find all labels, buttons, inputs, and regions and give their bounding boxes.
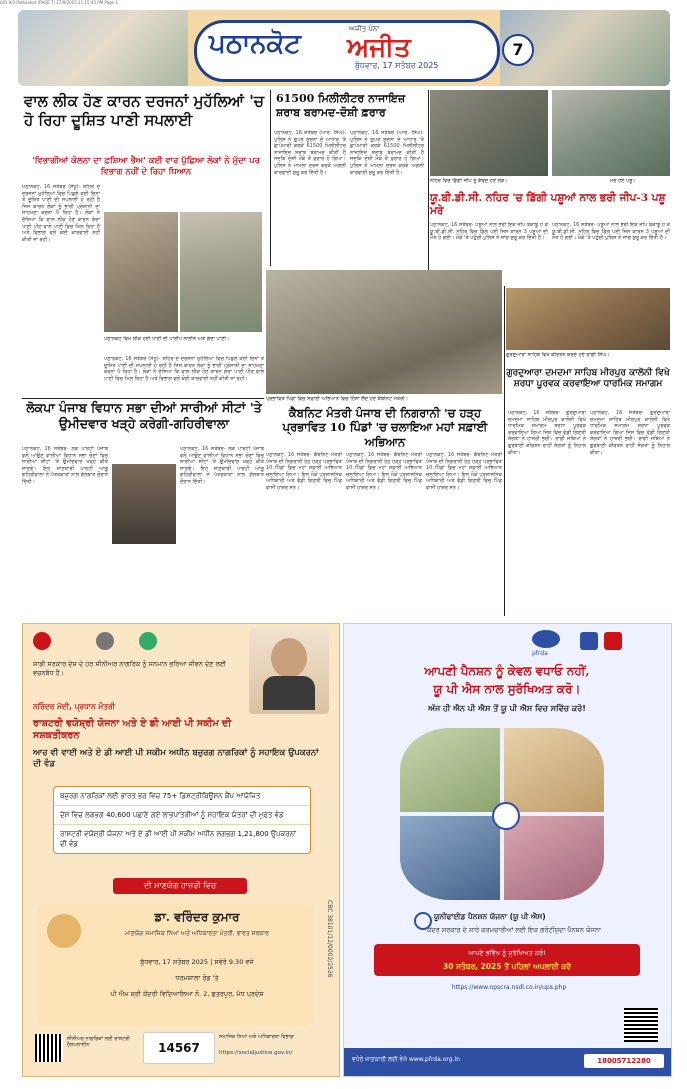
footer-dept: ਸਮਾਜਿਕ ਨਿਆਂ ਅਤੇ ਅਧਿਕਾਰਤਾ ਵਿਭਾਗ	[219, 1034, 294, 1040]
story6-body-col2: ਪਠਾਨਕੋਟ, 16 ਸਤੰਬਰ- ਗੁਰਦੁਆਰਾ ਦਮਦਮਾ ਸਾਹਿਬ ਮੀਰਪੁਰ ਕਾਲੋਨੀ ਵਿਖੇ ਧਾਰਮਿਕ ਸਮਾਗਮ ਸ਼ਰਧਾ ਪੂਰਵਕ ਕਰਵਾਇਆ ਗਿਆ ਜਿਸ ਵਿਚ ਵੱਡੀ ਗਿਣਤੀ ਸੰਗਤਾਂ ਨੇ ਹਾਜ਼ਰੀ ਭਰੀ। ਰਾਗੀ ਜਥਿਆਂ ਨੇ ਗੁਰਬਾਣੀ ਕੀਰਤਨ ਰਾਹੀਂ ਸੰਗਤਾਂ ਨੂੰ ਨਿਹਾਲ ਕੀਤਾ।	[590, 410, 670, 456]
story6-caption: ਗੁਰਦੁਆਰਾ ਸਾਹਿਬ ਵਿਖੇ ਕੀਰਤਨ ਕਰਦੇ ਹੋਏ ਰਾਗੀ ਸਿੰਘ।	[506, 352, 610, 358]
masthead-banner	[194, 20, 500, 82]
event-date: ਬੁੱਧਵਾਰ, 17 ਸਤੰਬਰ 2025 | ਸਵੇਰੇ 9.30 ਵਜੇ	[140, 958, 254, 966]
helpline-box	[143, 1032, 215, 1064]
story5-headline: ਕੈਬਨਿਟ ਮੰਤਰੀ ਪੰਜਾਬ ਦੀ ਨਿਗਰਾਨੀ 'ਚ ਹੜ੍ਹ ਪ੍ਰਭਾਵਿਤ 10 ਪਿੰਡਾਂ 'ਚ ਚਲਾਇਆ ਮਹਾਂ ਸਫ਼ਾਈ ਅਭਿਆਨ	[282, 406, 488, 449]
deadline-box	[374, 944, 640, 976]
ups-desc: ਕੇਂਦਰ ਸਰਕਾਰ ਦੇ ਸਾਰੇ ਕਰਮਚਾਰੀਆਂ ਲਈ ਇਕ ਗਰੰਟੀਸ਼ੁਦਾ ਪੈਨਸ਼ਨ ਯੋਜਨਾ	[427, 926, 601, 934]
story4-headline: ਲੋਕਪਾ ਪੰਜਾਬ ਵਿਧਾਨ ਸਭਾ ਦੀਆਂ ਸਾਰੀਆਂ ਸੀਟਾਂ 'ਤੇ ਉਮੀਦਵਾਰ ਖੜ੍ਹੇ ਕਰੇਗੀ-ਗਹਿਰੀਵਾਲਾ	[26, 400, 262, 431]
story3-body-col1: ਪਠਾਨਕੋਟ, 16 ਸਤੰਬਰ- ਪਸ਼ੂਆਂ ਨਾਲ ਭਰੀ ਇਕ ਜੀਪ ਬੇਕਾਬੂ ਹੋ ਕੇ ਯੂ.ਬੀ.ਡੀ.ਸੀ. ਨਹਿਰ ਵਿਚ ਡਿੱਗ ਪਈ ਜਿਸ ਕਾਰਨ 3 ਪਸ਼ੂਆਂ ਦੀ ਮੌਤ ਹੋ ਗਈ। ਮੌਕੇ 'ਤੇ ਪਹੁੰਚੀ ਪੁਲਿਸ ਨੇ ਜਾਂਚ ਸ਼ੁਰੂ ਕਰ ਦਿੱਤੀ ਹੈ।	[430, 222, 548, 242]
story1-body-cont: ਪਠਾਨਕੋਟ, 16 ਸਤੰਬਰ (ਸੰਧੂ)- ਸ਼ਹਿਰ ਦੇ ਦਰਜਨਾਂ ਮੁਹੱਲਿਆਂ ਵਿਚ ਪਿਛਲੇ ਕਈ ਦਿਨਾਂ ਤੋਂ ਦੂਸ਼ਿਤ ਪਾਣੀ ਦੀ ਸਪਲਾਈ ਹੋ ਰਹੀ ਹੈ ਜਿਸ ਕਾਰਨ ਲੋਕਾਂ ਨੂੰ ਭਾਰੀ ਪ੍ਰੇਸ਼ਾਨੀ ਦਾ ਸਾਹਮਣਾ ਕਰਨਾ ਪੈ ਰਿਹਾ ਹੈ। ਲੋਕਾਂ ਨੇ ਦੱਸਿਆ ਕਿ ਵਾਲ ਲੀਕ ਹੋਣ ਕਾਰਨ ਗੰਦਾ ਪਾਣੀ ਪੀਣ ਵਾਲੇ ਪਾਣੀ ਵਿਚ ਮਿਲ ਰਿਹਾ ਹੈ ਅਤੇ ਵਿਭਾਗ ਵਲੋਂ ਕੋਈ ਕਾਰਵਾਈ ਨਹੀਂ ਕੀਤੀ ਜਾ ਰਹੀ।	[104, 356, 264, 382]
guest-name: ਡਾ. ਵਰਿੰਦਰ ਕੁਮਾਰ	[154, 910, 240, 924]
masthead-logo: ਅਜੀਤ	[347, 33, 411, 63]
qr-code-right	[624, 1008, 658, 1042]
story5-body-col3: ਪਠਾਨਕੋਟ, 16 ਸਤੰਬਰ- ਕੈਬਨਿਟ ਮੰਤਰੀ ਪੰਜਾਬ ਦੀ ਨਿਗਰਾਨੀ ਹੇਠ ਹੜ੍ਹ ਪ੍ਰਭਾਵਿਤ 10 ਪਿੰਡਾਂ ਵਿਚ ਮਹਾਂ ਸਫ਼ਾਈ ਅਭਿਆਨ ਚਲਾਇਆ ਗਿਆ। ਇਸ ਮੌਕੇ ਪ੍ਰਸ਼ਾਸਨਿਕ ਅਧਿਕਾਰੀ ਅਤੇ ਵੱਡੀ ਗਿਣਤੀ ਵਿਚ ਪਿੰਡ ਵਾਸੀ ਹਾਜ਼ਰ ਸਨ।	[426, 452, 502, 491]
ad-footer-bar	[344, 1048, 671, 1076]
page-number: 7	[502, 34, 534, 66]
masthead-sub: ਅਜੀਤ ਪੰਨਾ	[349, 25, 380, 33]
story5-photo	[266, 270, 502, 394]
deadline-prefix: ਆਪਣੇ ਭਵਿੱਖ ਨੂੰ ਸੁਰੱਖਿਅਤ ਕਰੋ!	[468, 949, 546, 957]
pm-portrait-body	[263, 676, 315, 710]
story4-body-col2: ਪਠਾਨਕੋਟ, 16 ਸਤੰਬਰ- ਲੋਕ ਪਾਰਟੀ ਪੰਜਾਬ ਵਲੋਂ ਆਉਣ ਵਾਲੀਆਂ ਵਿਧਾਨ ਸਭਾ ਚੋਣਾਂ ਵਿਚ ਸਾਰੀਆਂ ਸੀਟਾਂ 'ਤੇ ਉਮੀਦਵਾਰ ਖੜ੍ਹੇ ਕੀਤੇ ਜਾਣਗੇ। ਇਹ ਜਾਣਕਾਰੀ ਪਾਰਟੀ ਆਗੂ ਗਹਿਰੀਵਾਲਾ ਨੇ ਪੱਤਰਕਾਰਾਂ ਨਾਲ ਗੱਲਬਾਤ ਦੌਰਾਨ ਦਿੱਤੀ।	[180, 446, 264, 485]
masthead-city: ਪਠਾਨਕੋਟ	[209, 29, 301, 59]
ad-footer-text: ਵਧੇਰੇ ਜਾਣਕਾਰੀ ਲਈ ਵੇਖੋ www.pfrda.org.in	[352, 1056, 460, 1063]
story2-body-col1: ਪਠਾਨਕੋਟ, 16 ਸਤੰਬਰ (ਆਰ. ਸਿੰਘ)- ਪੁਲਿਸ ਨੇ ਗੁਪਤ ਸੂਚਨਾ ਦੇ ਆਧਾਰ 'ਤੇ ਛਾਪੇਮਾਰੀ ਕਰਕੇ 61500 ਮਿਲੀਲੀਟਰ ਨਾਜਾਇਜ਼ ਸ਼ਰਾਬ ਬਰਾਮਦ ਕੀਤੀ ਹੈ ਜਦਕਿ ਦੋਸ਼ੀ ਮੌਕੇ ਤੋਂ ਫ਼ਰਾਰ ਹੋ ਗਿਆ। ਪੁਲਿਸ ਨੇ ਮਾਮਲਾ ਦਰਜ ਕਰਕੇ ਅਗਲੀ ਕਾਰਵਾਈ ਸ਼ੁਰੂ ਕਰ ਦਿੱਤੀ ਹੈ।	[274, 130, 346, 176]
story1-photo-left	[104, 212, 178, 332]
masthead	[18, 10, 670, 86]
ups-url[interactable]: https://www.npscra.nsdl.co.in/ups.php	[451, 984, 567, 991]
story6-headline: ਗੁਰਦੁਆਰਾ ਦਮਦਮਾ ਸਾਹਿਬ ਮੀਰਪੁਰ ਕਾਲੋਨੀ ਵਿਖੇ ਸ਼ਰਧਾ ਪੂਰਵਕ ਕਰਵਾਇਆ ਧਾਰਮਿਕ ਸਮਾਗਮ	[506, 368, 670, 390]
ministry-logo-icon	[96, 632, 114, 650]
story2-body-col2: ਪਠਾਨਕੋਟ, 16 ਸਤੰਬਰ (ਆਰ. ਸਿੰਘ)- ਪੁਲਿਸ ਨੇ ਗੁਪਤ ਸੂਚਨਾ ਦੇ ਆਧਾਰ 'ਤੇ ਛਾਪੇਮਾਰੀ ਕਰਕੇ 61500 ਮਿਲੀਲੀਟਰ ਨਾਜਾਇਜ਼ ਸ਼ਰਾਬ ਬਰਾਮਦ ਕੀਤੀ ਹੈ ਜਦਕਿ ਦੋਸ਼ੀ ਮੌਕੇ ਤੋਂ ਫ਼ਰਾਰ ਹੋ ਗਿਆ। ਪੁਲਿਸ ਨੇ ਮਾਮਲਾ ਦਰਜ ਕਰਕੇ ਅਗਲੀ ਕਾਰਵਾਈ ਸ਼ੁਰੂ ਕਰ ਦਿੱਤੀ ਹੈ।	[350, 130, 424, 176]
footer-url[interactable]: https://socialjustice.gov.in/	[219, 1050, 293, 1056]
story6-photo	[506, 288, 670, 350]
story1-photo-right	[180, 212, 262, 332]
masthead-photo-left	[18, 10, 188, 86]
story4-photo	[112, 464, 176, 544]
point-3: ਰਾਸ਼ਟਰੀ ਵਯੋਸ਼੍ਰੀ ਯੋਜਨਾ ਅਤੇ ਏ ਡੀ ਆਈ ਪੀ ਸਕੀਮ ਅਧੀਨ ਲਗਭਗ 1,21,800 ਉਪਕਰਨਾਂ ਦੀ ਵੰਡ	[60, 830, 296, 848]
employee-photo-2	[504, 728, 604, 812]
column-rule	[428, 90, 429, 270]
qr-code-left	[35, 1034, 63, 1062]
ad-helpline: 18005712280	[584, 1054, 664, 1068]
pfrda-logo-icon	[532, 630, 560, 648]
story1-headline: ਵਾਲ ਲੀਕ ਹੋਣ ਕਾਰਨ ਦਰਜਨਾਂ ਮੁਹੱਲਿਆਂ 'ਚ ਹੋ ਰਿਹਾ ਦੂਸ਼ਿਤ ਪਾਣੀ ਸਪਲਾਈ	[24, 92, 264, 129]
nps-logo-icon	[604, 632, 622, 650]
scheme-subtitle: ਆਰ ਵੀ ਵਾਈ ਅਤੇ ਏ ਡੀ ਆਈ ਪੀ ਸਕੀਮ ਅਧੀਨ ਬਜ਼ੁਰਗ ਨਾਗਰਿਕਾਂ ਨੂੰ ਸਹਾਇਕ ਉਪਕਰਨਾਂ ਦੀ ਵੰਡ	[33, 748, 319, 769]
pm-portrait	[271, 638, 307, 678]
event-place: ਧਰਮਸ਼ਾਲਾ ਰੋਡ 'ਤੇ	[175, 974, 219, 982]
story3-caption-right: ਮਰੇ ਹੋਏ ਪਸ਼ੂ।	[610, 178, 636, 184]
pfrda-brand: pfrda	[532, 650, 548, 657]
event-venue: ਪੀ ਐਮ ਸ਼੍ਰੀ ਕੇਂਦਰੀ ਵਿਦਿਆਲਿਆ ਨੰ. 2, ਛਤਰਪੁਰ, ਮੱਧ ਪ੍ਰਦੇਸ਼	[110, 990, 264, 998]
column-rule	[270, 90, 271, 266]
story3-photo-right	[552, 90, 670, 176]
print-strip: LYD 9/3-Pathankot (PAGE 7) 17/9/2025 11:15:45 PM Page 1	[0, 0, 118, 5]
ad-ups-pension	[343, 623, 672, 1077]
story3-caption-left: ਨਹਿਰ ਵਿਚ ਡਿੱਗੀ ਜੀਪ ਨੂੰ ਕੱਢਦੇ ਹੋਏ ਲੋਕ।	[430, 178, 508, 184]
section-rule	[22, 398, 264, 399]
story4-body-col1: ਪਠਾਨਕੋਟ, 16 ਸਤੰਬਰ- ਲੋਕ ਪਾਰਟੀ ਪੰਜਾਬ ਵਲੋਂ ਆਉਣ ਵਾਲੀਆਂ ਵਿਧਾਨ ਸਭਾ ਚੋਣਾਂ ਵਿਚ ਸਾਰੀਆਂ ਸੀਟਾਂ 'ਤੇ ਉਮੀਦਵਾਰ ਖੜ੍ਹੇ ਕੀਤੇ ਜਾਣਗੇ। ਇਹ ਜਾਣਕਾਰੀ ਪਾਰਟੀ ਆਗੂ ਗਹਿਰੀਵਾਲਾ ਨੇ ਪੱਤਰਕਾਰਾਂ ਨਾਲ ਗੱਲਬਾਤ ਦੌਰਾਨ ਦਿੱਤੀ।	[22, 446, 108, 485]
masthead-date: ਬੁੱਧਵਾਰ, 17 ਸਤੰਬਰ 2025	[355, 61, 439, 70]
story2-headline: 61500 ਮਿਲੀਲੀਟਰ ਨਾਜਾਇਜ਼ ਸ਼ਰਾਬ ਬਰਾਮਦ-ਦੋਸ਼ੀ ਫ਼ਰਾਰ	[276, 92, 406, 119]
story1-subhead: 'ਵਿਭਾਗੀਆਂ ਕੋਲਨਾ ਦਾ ਫ਼ਸ਼ਿਆ ਭੈਅ' ਕਈ ਵਾਰ ਪੁੱਛਿਆ ਲੋਕਾਂ ਨੇ ਮੁੱਦਾ ਪਰ ਵਿਭਾਗ ਨਹੀਂ ਦੇ ਰਿਹਾ ਧਿਆਨ	[32, 156, 260, 177]
event-box	[37, 904, 313, 1026]
employee-photo-4	[504, 816, 604, 900]
point-2: ਦੇਸ਼ ਵਿਚ ਲਗਭਗ 40,600 ਪਛਾਣੇ ਗਏ ਲਾਭਪਾਤਰੀਆਂ ਨੂੰ ਸਹਾਇਕ ਯੰਤਰਾਂ ਦੀ ਮੁਫ਼ਤ ਵੰਡ	[54, 806, 310, 825]
story5-body-col2: ਪਠਾਨਕੋਟ, 16 ਸਤੰਬਰ- ਕੈਬਨਿਟ ਮੰਤਰੀ ਪੰਜਾਬ ਦੀ ਨਿਗਰਾਨੀ ਹੇਠ ਹੜ੍ਹ ਪ੍ਰਭਾਵਿਤ 10 ਪਿੰਡਾਂ ਵਿਚ ਮਹਾਂ ਸਫ਼ਾਈ ਅਭਿਆਨ ਚਲਾਇਆ ਗਿਆ। ਇਸ ਮੌਕੇ ਪ੍ਰਸ਼ਾਸਨਿਕ ਅਧਿਕਾਰੀ ਅਤੇ ਵੱਡੀ ਗਿਣਤੀ ਵਿਚ ਪਿੰਡ ਵਾਸੀ ਹਾਜ਼ਰ ਸਨ।	[346, 452, 422, 491]
presence-label: ਦੀ ਮਾਣਯੋਗ ਹਾਜ਼ਰੀ ਵਿਚ	[113, 878, 247, 894]
deadline-text: 30 ਸਤੰਬਰ, 2025 ਤੋਂ ਪਹਿਲਾਂ ਅਪਲਾਈ ਕਰੋ	[442, 962, 572, 971]
story1-body: ਪਠਾਨਕੋਟ, 16 ਸਤੰਬਰ (ਸੰਧੂ)- ਸ਼ਹਿਰ ਦੇ ਦਰਜਨਾਂ ਮੁਹੱਲਿਆਂ ਵਿਚ ਪਿਛਲੇ ਕਈ ਦਿਨਾਂ ਤੋਂ ਦੂਸ਼ਿਤ ਪਾਣੀ ਦੀ ਸਪਲਾਈ ਹੋ ਰਹੀ ਹੈ ਜਿਸ ਕਾਰਨ ਲੋਕਾਂ ਨੂੰ ਭਾਰੀ ਪ੍ਰੇਸ਼ਾਨੀ ਦਾ ਸਾਹਮਣਾ ਕਰਨਾ ਪੈ ਰਿਹਾ ਹੈ। ਲੋਕਾਂ ਨੇ ਦੱਸਿਆ ਕਿ ਵਾਲ ਲੀਕ ਹੋਣ ਕਾਰਨ ਗੰਦਾ ਪਾਣੀ ਪੀਣ ਵਾਲੇ ਪਾਣੀ ਵਿਚ ਮਿਲ ਰਿਹਾ ਹੈ ਅਤੇ ਵਿਭਾਗ ਵਲੋਂ ਕੋਈ ਕਾਰਵਾਈ ਨਹੀਂ ਕੀਤੀ ਜਾ ਰਹੀ।	[22, 184, 100, 243]
story1-caption: ਪਠਾਨਕੋਟ ਵਿਖੇ ਲੀਕ ਹੋਈ ਪਾਣੀ ਦੀ ਪਾਈਪ ਲਾਈਨ ਅਤੇ ਗੰਦਾ ਪਾਣੀ।	[104, 336, 230, 342]
ad-title-1: ਆਪਣੀ ਪੈਨਸ਼ਨ ਨੂੰ ਕੇਵਲ ਵਧਾਓ ਨਹੀਂ,	[424, 664, 590, 678]
story3-headline: ਯੂ.ਬੀ.ਡੀ.ਸੀ. ਨਹਿਰ 'ਚ ਡਿੱਗੀ ਪਸ਼ੂਆਂ ਨਾਲ ਭਰੀ ਜੀਪ-3 ਪਸ਼ੂ ਮਰੇ	[430, 192, 666, 218]
ups-label: ਯੂਨੀਫਾਈਡ ਪੈਨਸ਼ਨ ਯੋਜਨਾ (ਯੂ ਪੀ ਐਸ)	[434, 912, 546, 921]
pm-quote: ਸਾਡੀ ਸਰਕਾਰ ਦੇਸ਼ ਦੇ ਹਰ ਸੀਨੀਅਰ ਨਾਗਰਿਕ ਨੂੰ ਸਨਮਾਨ ਭਰਿਆ ਜੀਵਨ ਦੇਣ ਲਈ ਵਚਨਬੱਧ ਹੈ।	[33, 660, 227, 677]
story3-photo-left	[430, 90, 548, 176]
govt-logos	[33, 632, 163, 654]
story5-caption: ਪ੍ਰਭਾਵਿਤ ਪਿੰਡਾਂ ਵਿਚ ਸਫ਼ਾਈ ਅਭਿਆਨ ਵਿਚ ਹਿੱਸਾ ਲੈਂਦੇ ਹੋਏ ਕੈਬਨਿਟ ਮੰਤਰੀ।	[266, 396, 409, 402]
story3-body-col2: ਪਠਾਨਕੋਟ, 16 ਸਤੰਬਰ- ਪਸ਼ੂਆਂ ਨਾਲ ਭਰੀ ਇਕ ਜੀਪ ਬੇਕਾਬੂ ਹੋ ਕੇ ਯੂ.ਬੀ.ਡੀ.ਸੀ. ਨਹਿਰ ਵਿਚ ਡਿੱਗ ਪਈ ਜਿਸ ਕਾਰਨ 3 ਪਸ਼ੂਆਂ ਦੀ ਮੌਤ ਹੋ ਗਈ। ਮੌਕੇ 'ਤੇ ਪਹੁੰਚੀ ਪੁਲਿਸ ਨੇ ਜਾਂਚ ਸ਼ੁਰੂ ਕਰ ਦਿੱਤੀ ਹੈ।	[552, 222, 670, 242]
diya-icon	[47, 914, 81, 948]
scheme-title: ਰਾਸ਼ਟਰੀ ਵਯੋਸ਼੍ਰੀ ਯੋਜਨਾ ਅਤੇ ਏ ਡੀ ਆਈ ਪੀ ਸਕੀਮ ਦੀ ਸਸ਼ਕਤੀਕਰਨ	[33, 718, 232, 741]
ups-center-badge-icon	[492, 802, 520, 830]
ups-logo-icon	[580, 632, 598, 650]
ad-tagline: ਅੱਜ ਹੀ ਐਨ ਪੀ ਐਸ ਤੋਂ ਯੂ ਪੀ ਐਸ ਵਿਚ ਸਵਿੱਚ ਕਰੋ!	[428, 704, 586, 713]
column-rule	[504, 286, 505, 616]
pm-name: ਨਰਿੰਦਰ ਮੋਦੀ, ਪ੍ਰਧਾਨ ਮੰਤਰੀ	[33, 702, 115, 711]
employee-photo-1	[400, 728, 500, 812]
ad-senior-citizens	[22, 623, 340, 1077]
pm-photo	[249, 628, 329, 714]
employee-photo-3	[400, 816, 500, 900]
story6-body-col1: ਪਠਾਨਕੋਟ, 16 ਸਤੰਬਰ- ਗੁਰਦੁਆਰਾ ਦਮਦਮਾ ਸਾਹਿਬ ਮੀਰਪੁਰ ਕਾਲੋਨੀ ਵਿਖੇ ਧਾਰਮਿਕ ਸਮਾਗਮ ਸ਼ਰਧਾ ਪੂਰਵਕ ਕਰਵਾਇਆ ਗਿਆ ਜਿਸ ਵਿਚ ਵੱਡੀ ਗਿਣਤੀ ਸੰਗਤਾਂ ਨੇ ਹਾਜ਼ਰੀ ਭਰੀ। ਰਾਗੀ ਜਥਿਆਂ ਨੇ ਗੁਰਬਾਣੀ ਕੀਰਤਨ ਰਾਹੀਂ ਸੰਗਤਾਂ ਨੂੰ ਨਿਹਾਲ ਕੀਤਾ।	[508, 410, 586, 456]
alimco-logo-icon	[139, 632, 157, 650]
emblem-icon	[33, 632, 51, 650]
story5-body-col1: ਪਠਾਨਕੋਟ, 16 ਸਤੰਬਰ- ਕੈਬਨਿਟ ਮੰਤਰੀ ਪੰਜਾਬ ਦੀ ਨਿਗਰਾਨੀ ਹੇਠ ਹੜ੍ਹ ਪ੍ਰਭਾਵਿਤ 10 ਪਿੰਡਾਂ ਵਿਚ ਮਹਾਂ ਸਫ਼ਾਈ ਅਭਿਆਨ ਚਲਾਇਆ ਗਿਆ। ਇਸ ਮੌਕੇ ਪ੍ਰਸ਼ਾਸਨਿਕ ਅਧਿਕਾਰੀ ਅਤੇ ਵੱਡੀ ਗਿਣਤੀ ਵਿਚ ਪਿੰਡ ਵਾਸੀ ਹਾਜ਼ਰ ਸਨ।	[266, 452, 342, 491]
guest-title: ਮਾਣਯੋਗ ਸਮਾਜਿਕ ਨਿਆਂ ਅਤੇ ਅਧਿਕਾਰਤਾ ਮੰਤਰੀ, ਭਾਰਤ ਸਰਕਾਰ	[125, 930, 269, 937]
ad-title-2: ਯੂ ਪੀ ਐਸ ਨਾਲ ਸੁਰੱਖਿਅਤ ਕਰੋ।	[433, 682, 581, 696]
points-box	[53, 786, 311, 854]
footer-helpline-text: ਸੀਨੀਅਰ ਨਾਗਰਿਕਾਂ ਲਈ ਰਾਸ਼ਟਰੀ ਹੈਲਪਲਾਈਨ	[67, 1036, 130, 1048]
helpline-number: 14567	[158, 1041, 200, 1055]
cbc-code: CBC 38101/12/0002/2526	[326, 900, 333, 978]
point-1: ਬਜ਼ੁਰਗ ਨਾਗਰਿਕਾਂ ਲਈ ਭਾਰਤ ਭਰ ਵਿਚ 75+ ਡਿਸਟ੍ਰੀਬਿਊਸ਼ਨ ਕੈਂਪ ਆਯੋਜਿਤ	[54, 787, 310, 806]
